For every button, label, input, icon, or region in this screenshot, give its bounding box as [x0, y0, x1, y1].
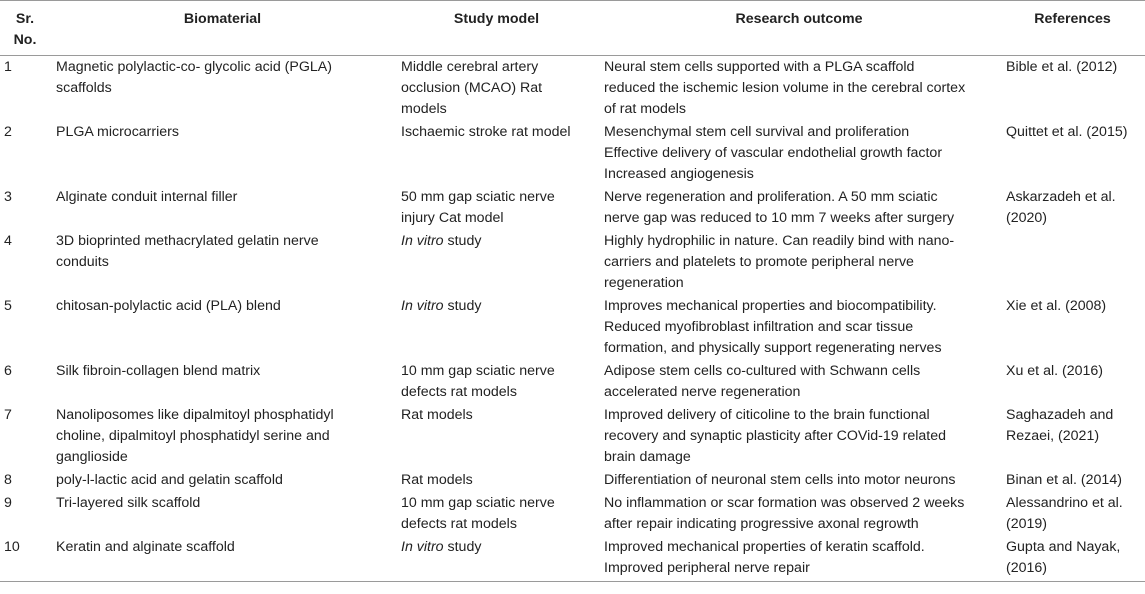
- cell-research-outcome: Differentiation of neuronal stem cells into motor neurons: [604, 472, 956, 488]
- cell-biomaterial: Nanoliposomes like dipalmitoyl phosphatidyl choline, dipalmitoyl phosphatidyl serine and ganglioside: [56, 407, 334, 465]
- cell-research-outcome: Highly hydrophilic in nature. Can readily bind with nano- carriers and platelets to promote peripheral nerve regeneration: [604, 233, 955, 291]
- cell-study-model: [395, 295, 598, 360]
- table-row: [0, 56, 1145, 122]
- cell-study-model: Rat models: [401, 472, 473, 488]
- cell-reference: Xie et al. (2008): [1006, 298, 1107, 314]
- cell-reference: Xu et al. (2016): [1006, 363, 1104, 379]
- cell-research-outcome: No inflammation or scar formation was observed 2 weeks after repair indicating progressive axonal regrowth: [604, 495, 965, 532]
- cell-study-model: 10 mm gap sciatic nerve defects rat models: [401, 363, 555, 400]
- cell-research-outcome: Improved delivery of citicoline to the brain functional recovery and synaptic plasticity after COVid-19 related brain damage: [604, 407, 946, 465]
- cell-study-model: Ischaemic stroke rat model: [401, 124, 571, 140]
- cell-sr-no: 7: [4, 407, 12, 423]
- cell-biomaterial: Keratin and alginate scaffold: [50, 536, 395, 582]
- cell-research-outcome: Neural stem cells supported with a PLGA scaffold reduced the ischemic lesion volume in the cerebral cortex of rat models: [604, 59, 966, 117]
- header-research-outcome: Research outcome: [598, 1, 1000, 56]
- cell-study-model: Middle cerebral artery occlusion (MCAO) Rat models: [401, 59, 543, 117]
- cell-sr-no: 8: [4, 472, 12, 488]
- cell-sr-no: 10: [0, 536, 50, 582]
- cell-reference: Gupta and Nayak, (2016): [1000, 536, 1145, 582]
- table-row: [0, 295, 1145, 360]
- cell-biomaterial: Silk fibroin-collagen blend matrix: [56, 363, 261, 379]
- cell-sr-no: 2: [4, 124, 12, 140]
- cell-reference: Binan et al. (2014): [1006, 472, 1122, 488]
- table-row: [0, 121, 1145, 186]
- cell-reference: Askarzadeh et al. (2020): [1006, 189, 1116, 226]
- cell-research-outcome: Adipose stem cells co-cultured with Schwann cells accelerated nerve regeneration: [604, 363, 921, 400]
- header-sr-no: Sr. No.: [0, 1, 50, 56]
- table-row: [0, 230, 1145, 295]
- cell-sr-no: 9: [4, 495, 12, 511]
- cell-reference: Saghazadeh and Rezaei, (2021): [1006, 407, 1114, 444]
- table-row: [0, 404, 1145, 469]
- cell-sr-no: 5: [4, 298, 12, 314]
- table-row: [0, 492, 1145, 536]
- cell-study-model: 50 mm gap sciatic nerve injury Cat model: [401, 189, 555, 226]
- cell-research-outcome: Nerve regeneration and proliferation. A 50 mm sciatic nerve gap was reduced to 10 mm 7 weeks after surgery: [604, 189, 955, 226]
- header-study-model: Study model: [395, 1, 598, 56]
- cell-biomaterial: PLGA microcarriers: [56, 124, 179, 140]
- cell-study-model: Rat models: [401, 407, 473, 423]
- cell-biomaterial: Magnetic polylactic-co- glycolic acid (PGLA) scaffolds: [56, 59, 332, 96]
- study-model-text: In vitro study: [401, 539, 482, 555]
- table-row: [0, 536, 1145, 582]
- cell-study-model: [395, 230, 598, 295]
- cell-sr-no: 4: [4, 233, 12, 249]
- cell-biomaterial: poly-l-lactic acid and gelatin scaffold: [56, 472, 283, 488]
- cell-research-outcome: Improves mechanical properties and biocompatibility. Reduced myofibroblast infiltration and scar tissue formation, and physically support regenerating nerves: [604, 298, 942, 356]
- table-row: [0, 360, 1145, 404]
- cell-study-model: [395, 536, 598, 582]
- table-header: [0, 1, 1145, 56]
- cell-biomaterial: Tri-layered silk scaffold: [56, 495, 201, 511]
- cell-sr-no: 6: [4, 363, 12, 379]
- cell-biomaterial: Alginate conduit internal filler: [56, 189, 238, 205]
- header-references: References: [1000, 1, 1145, 56]
- cell-reference: Bible et al. (2012): [1006, 59, 1118, 75]
- header-biomaterial: Biomaterial: [50, 1, 395, 56]
- cell-reference: Alessandrino et al. (2019): [1006, 495, 1123, 532]
- cell-study-model: 10 mm gap sciatic nerve defects rat models: [401, 495, 555, 532]
- table-row: [0, 469, 1145, 492]
- study-model-text: In vitro study: [401, 298, 482, 314]
- cell-biomaterial: chitosan-polylactic acid (PLA) blend: [56, 298, 281, 314]
- cell-sr-no: 3: [4, 189, 12, 205]
- table-body: [0, 56, 1145, 582]
- cell-research-outcome: Mesenchymal stem cell survival and proliferation Effective delivery of vascular endothelial growth factor Increased angiogenesis: [604, 124, 943, 182]
- cell-biomaterial: 3D bioprinted methacrylated gelatin nerve conduits: [56, 233, 319, 270]
- table-row: [0, 186, 1145, 230]
- cell-reference: [1000, 230, 1145, 295]
- study-model-text: In vitro study: [401, 233, 482, 249]
- cell-sr-no: 1: [4, 59, 12, 75]
- cell-research-outcome: Improved mechanical properties of keratin scaffold. Improved peripheral nerve repair: [598, 536, 1000, 582]
- cell-reference: Quittet et al. (2015): [1006, 124, 1128, 140]
